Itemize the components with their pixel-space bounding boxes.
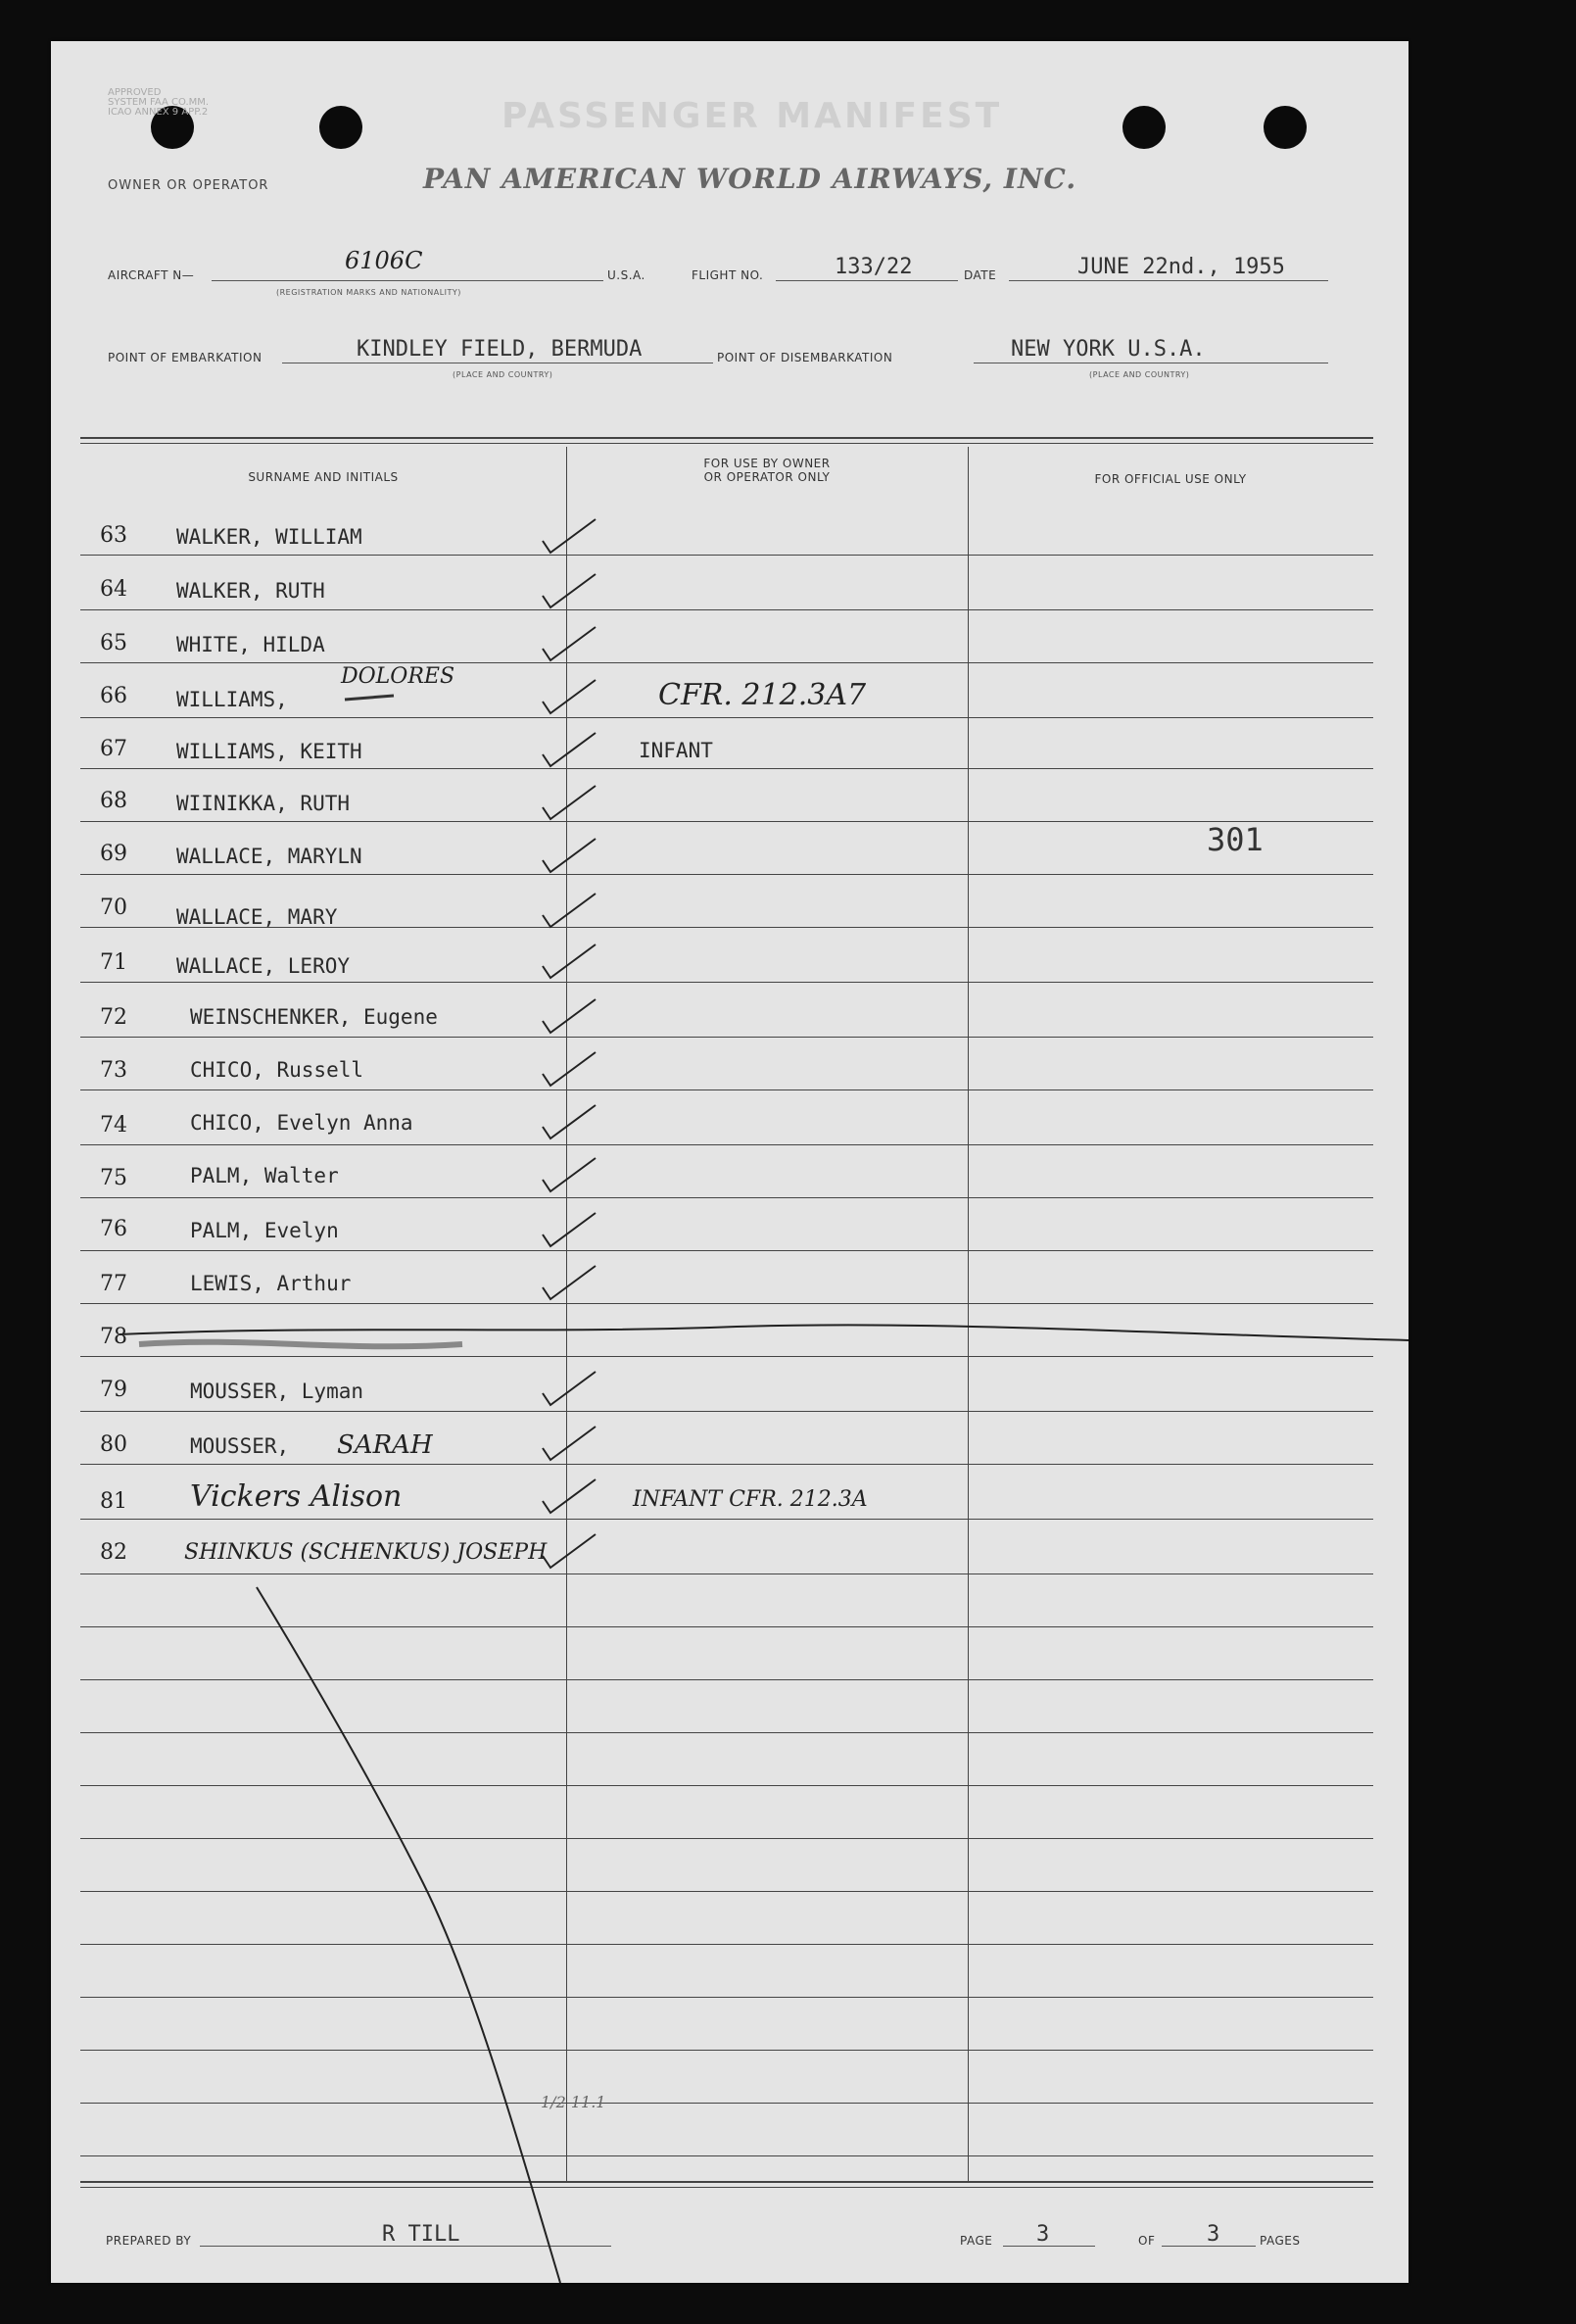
row-number: 76 [100, 1217, 127, 1241]
embark-caption: (PLACE AND COUNTRY) [453, 370, 553, 379]
owner-note: CFR. 212.3A7 [658, 678, 867, 712]
row-78-scribble [139, 1342, 462, 1347]
margin-note: 1/2 11.1 [541, 2093, 606, 2111]
prepared-label: PREPARED BY [106, 2234, 192, 2248]
row-number: 72 [100, 1005, 127, 1030]
flight-value: 133/22 [835, 255, 913, 279]
passenger-name: WALLACE, MARY [176, 905, 338, 929]
row-number: 69 [100, 842, 127, 866]
passenger-name: PALM, Evelyn [190, 1219, 339, 1242]
check-mark-icon [539, 727, 599, 772]
row-number: 77 [100, 1272, 127, 1296]
check-mark-icon [539, 1099, 599, 1144]
operator-name: PAN AMERICAN WORLD AIRWAYS, INC. [423, 163, 1077, 195]
row-number: 74 [100, 1113, 127, 1138]
row-number: 82 [100, 1540, 127, 1565]
check-mark-icon [539, 780, 599, 825]
check-mark-icon [539, 1474, 599, 1519]
passenger-name: CHICO, Russell [190, 1058, 364, 1082]
check-mark-icon [539, 621, 599, 666]
passenger-name: WHITE, HILDA [176, 633, 325, 656]
check-mark-icon [539, 1366, 599, 1411]
passenger-name-handwritten: SARAH [337, 1430, 433, 1460]
row-number: 78 [100, 1325, 127, 1349]
col-header-official: FOR OFFICIAL USE ONLY [1094, 472, 1247, 486]
manifest-page [51, 41, 1409, 2283]
row-number: 65 [100, 631, 127, 655]
owner-note: INFANT CFR. 212.3A [633, 1487, 868, 1512]
check-mark-icon [539, 1421, 599, 1466]
check-mark-icon [539, 1152, 599, 1197]
of-label: OF [1138, 2234, 1156, 2248]
row-number: 73 [100, 1058, 127, 1083]
row-number: 63 [100, 523, 127, 548]
col-header-owner-2: OR OPERATOR ONLY [703, 470, 831, 484]
approval-line: SYSTEM FAA CO.MM. [108, 97, 210, 108]
check-mark-icon [539, 939, 599, 984]
pages-label: PAGES [1260, 2234, 1301, 2248]
date-label: DATE [964, 268, 997, 282]
approval-line: ICAO ANNEX 9 APP.2 [108, 107, 209, 118]
approval-line: APPROVED [108, 87, 162, 98]
passenger-name: WALLACE, MARYLN [176, 845, 362, 868]
flight-label: FLIGHT NO. [692, 268, 764, 282]
row-number: 79 [100, 1378, 127, 1402]
row-number: 68 [100, 789, 127, 813]
owner-label: OWNER OR OPERATOR [108, 178, 269, 193]
disembark-caption: (PLACE AND COUNTRY) [1089, 370, 1190, 379]
col-header-surname: SURNAME AND INITIALS [248, 470, 399, 484]
check-mark-icon [539, 833, 599, 878]
of-value: 3 [1207, 2222, 1220, 2247]
row-number: 64 [100, 577, 127, 602]
passenger-name: MOUSSER, Lyman [190, 1380, 364, 1403]
strike-through [345, 696, 394, 700]
arrow-line [257, 1587, 560, 2283]
pen-marks-overlay [51, 41, 1409, 2283]
date-value: JUNE 22nd., 1955 [1077, 255, 1285, 279]
check-mark-icon [539, 1260, 599, 1305]
check-mark-icon [539, 1207, 599, 1252]
aircraft-value: 6106C [345, 247, 423, 274]
registration-caption: (REGISTRATION MARKS AND NATIONALITY) [276, 288, 461, 297]
row-number: 75 [100, 1166, 127, 1190]
disembark-label: POINT OF DISEMBARKATION [717, 351, 893, 364]
row-number: 67 [100, 737, 127, 761]
row-number: 81 [100, 1489, 127, 1514]
page-value: 3 [1036, 2222, 1050, 2247]
passenger-name: WALLACE, LEROY [176, 954, 351, 978]
row-78-strike-line [119, 1325, 1409, 1340]
passenger-name: LEWIS, Arthur [190, 1272, 352, 1295]
check-mark-icon [539, 674, 599, 719]
row-number: 66 [100, 684, 127, 708]
prepared-value: R TILL [382, 2222, 460, 2247]
passenger-name-handwritten: Vickers Alison [190, 1479, 403, 1514]
col-header-owner-1: FOR USE BY OWNER [703, 457, 831, 470]
passenger-name-handwritten: SHINKUS (SCHENKUS) JOSEPH [184, 1540, 548, 1565]
passenger-name: WIINIKKA, RUTH [176, 792, 351, 815]
check-mark-icon [539, 568, 599, 613]
row-number: 71 [100, 950, 127, 975]
passenger-name: MOUSSER, [190, 1434, 290, 1458]
official-note: 301 [1207, 821, 1264, 858]
embark-label: POINT OF EMBARKATION [108, 351, 263, 364]
passenger-name: WILLIAMS, KEITH [176, 740, 362, 763]
owner-note: INFANT [639, 739, 713, 762]
disembark-value: NEW YORK U.S.A. [1011, 337, 1206, 362]
row-number: 70 [100, 896, 127, 920]
passenger-name: WALKER, WILLIAM [176, 525, 362, 549]
check-mark-icon [539, 1528, 599, 1574]
passenger-name-handwritten: DOLORES [341, 664, 455, 689]
check-mark-icon [539, 888, 599, 933]
check-mark-icon [539, 513, 599, 558]
page-label: PAGE [960, 2234, 993, 2248]
aircraft-label: AIRCRAFT N— [108, 268, 195, 282]
passenger-name: WALKER, RUTH [176, 579, 325, 603]
passenger-name: CHICO, Evelyn Anna [190, 1111, 413, 1135]
usa-label: U.S.A. [607, 268, 645, 282]
embark-value: KINDLEY FIELD, BERMUDA [357, 337, 643, 362]
passenger-name: PALM, Walter [190, 1164, 339, 1187]
row-number: 80 [100, 1432, 127, 1457]
check-mark-icon [539, 993, 599, 1039]
passenger-name: WILLIAMS, [176, 688, 288, 711]
check-mark-icon [539, 1046, 599, 1091]
passenger-name: WEINSCHENKER, Eugene [190, 1005, 438, 1029]
form-title: PASSENGER MANIFEST [501, 96, 1003, 136]
